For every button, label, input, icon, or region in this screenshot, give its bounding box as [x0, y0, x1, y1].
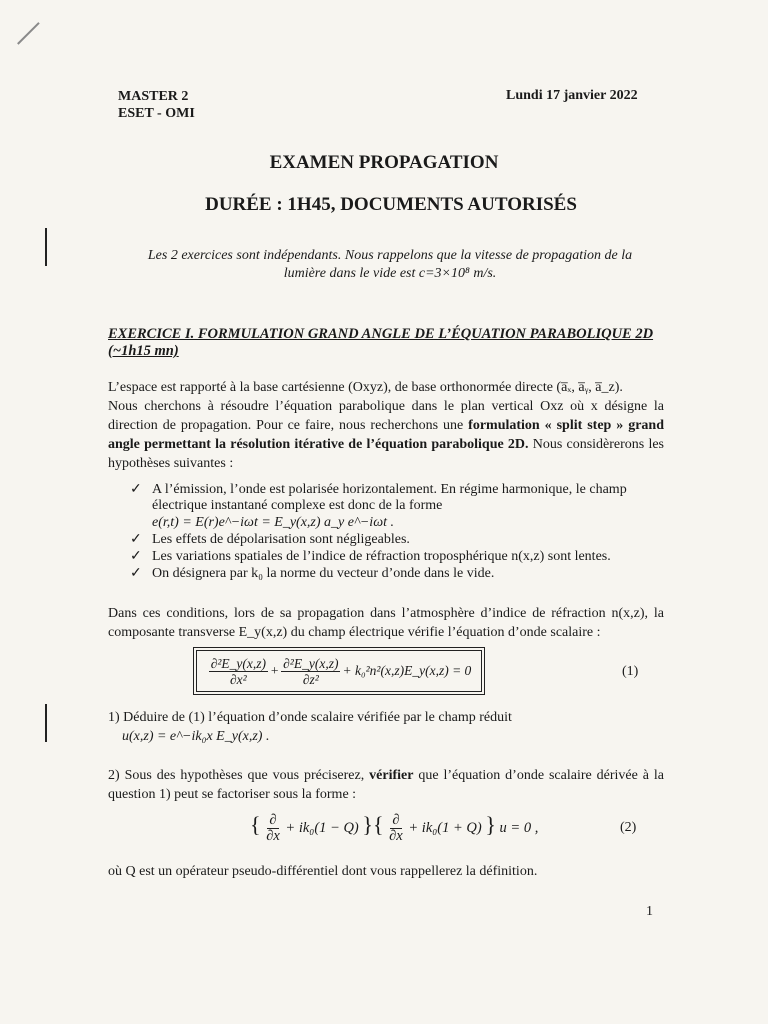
fraction-numerator: ∂ — [392, 812, 400, 829]
fraction-denominator: ∂z² — [302, 671, 319, 687]
fraction — [389, 813, 403, 844]
brace: } — [485, 812, 496, 837]
fraction-denominator: ∂x — [266, 828, 280, 845]
paragraph-line: L’espace est rapporté à la base cartésienne (Oxyz), de base orthonormée directe (a̅ₓ, a̅ᵧ, a̅_z). — [108, 380, 623, 395]
exercise-title: EXERCICE I. FORMULATION GRAND ANGLE DE L’ÉQUATION PARABOLIQUE 2D — [108, 326, 654, 342]
exam-date: Lundi 17 janvier 2022 — [506, 88, 638, 103]
operator-term: + ik₀(1 + Q) — [408, 820, 482, 836]
page-number: 1 — [646, 904, 653, 919]
fraction-denominator: ∂x — [389, 828, 403, 845]
equation-2 — [250, 812, 538, 844]
list-item-text: Les variations spatiales de l’indice de réfraction troposphérique n(x,z) sont lentes. — [152, 549, 611, 564]
header-left — [118, 88, 195, 122]
list-item — [130, 532, 664, 548]
field-formula: e(r,t) = E(r)e^−iωt = E_y(x,z) a_y e^−iωt . — [152, 515, 394, 530]
paragraph-basis — [108, 378, 664, 473]
program-label: MASTER 2 — [118, 89, 189, 104]
list-item-text: Les effets de dépolarisation sont négligeables. — [152, 532, 410, 547]
question-1 — [108, 708, 664, 746]
equation-tail: u = 0 , — [499, 820, 539, 836]
list-item — [130, 482, 664, 531]
list-item-text: On désignera par k₀ la norme du vecteur d’onde dans le vide. — [152, 566, 495, 581]
fraction — [281, 656, 340, 687]
question-text: que l’équation d’onde scalaire dérivée à la question 1) peut se factoriser sous la forme : — [108, 768, 665, 802]
plus-sign: + — [270, 663, 280, 678]
page-subtitle: DURÉE : 1H45, DOCUMENTS AUTORISÉS — [205, 194, 577, 215]
corner-fold-mark — [17, 22, 61, 66]
paragraph-wave-equation: Dans ces conditions, lors de sa propagation dans l’atmosphère d’indice de réfraction n(x,z), la composante transverse E_y(x,z) du champ électrique vérifie l’équation d’onde scalaire : — [108, 606, 664, 640]
checkmark-icon: ✓ — [130, 482, 142, 497]
hypotheses-list — [130, 482, 664, 583]
fraction-numerator: ∂²E_y(x,z) — [210, 655, 267, 671]
list-item-text: A l’émission, l’onde est polarisée horizontalement. En régime harmonique, le champ électrique instantané complexe est donc de la forme — [152, 482, 627, 513]
track-label: ESET - OMI — [118, 106, 195, 121]
question-bold: vérifier — [369, 768, 414, 783]
list-item — [130, 549, 664, 565]
intro-line: lumière dans le vide est c=3×10⁸ m/s. — [283, 266, 497, 281]
intro-line: Les 2 exercices sont indépendants. Nous rappelons que la vitesse de propagation de la — [147, 248, 633, 263]
operator-term: + ik₀(1 − Q) — [285, 820, 359, 836]
list-item — [130, 566, 664, 582]
paragraph-text: Nous cherchons à résoudre l’équation parabolique dans le plan vertical Oxz où x désigne la direction de propagation. Pour ce faire, nous recherchons une — [108, 399, 664, 433]
equation-number: (1) — [622, 664, 639, 679]
fraction-numerator: ∂ — [269, 812, 277, 829]
question-text: 1) Déduire de (1) l’équation d’onde scalaire vérifiée par le champ réduit — [108, 710, 512, 725]
question-text: 2) Sous des hypothèses que vous préciserez, — [108, 768, 370, 783]
fraction — [209, 656, 268, 687]
equation-1-box — [196, 650, 482, 692]
brace: }{ — [362, 812, 384, 837]
equation-number: (2) — [620, 820, 637, 835]
checkmark-icon: ✓ — [130, 549, 142, 564]
paragraph-text: Nous considèrerons les hypothèses suivantes : — [108, 437, 664, 471]
equation-tail: + k₀²n²(x,z)E_y(x,z) = 0 — [342, 663, 472, 678]
paragraph-bold: formulation « split step » grand angle permettant la résolution itérative de l’équation parabolique 2D. — [108, 418, 665, 452]
closing-text: où Q est un opérateur pseudo-différentiel dont vous rappellerez la définition. — [108, 864, 538, 879]
question-formula: u(x,z) = e^−ik₀x E_y(x,z) . — [122, 729, 270, 744]
checkmark-icon: ✓ — [130, 532, 142, 547]
exercise-duration: (~1h15 mn) — [108, 343, 179, 359]
intro-note — [120, 247, 660, 283]
margin-mark — [45, 228, 47, 266]
fraction-numerator: ∂²E_y(x,z) — [283, 655, 339, 671]
brace: { — [250, 812, 261, 837]
page-title: EXAMEN PROPAGATION — [269, 152, 499, 173]
margin-mark — [45, 704, 47, 742]
checkmark-icon: ✓ — [130, 566, 142, 581]
question-2 — [108, 766, 664, 804]
fraction — [266, 813, 280, 844]
paragraph-body — [108, 397, 664, 473]
exercise-heading — [108, 326, 668, 360]
fraction-denominator: ∂x² — [229, 671, 247, 687]
